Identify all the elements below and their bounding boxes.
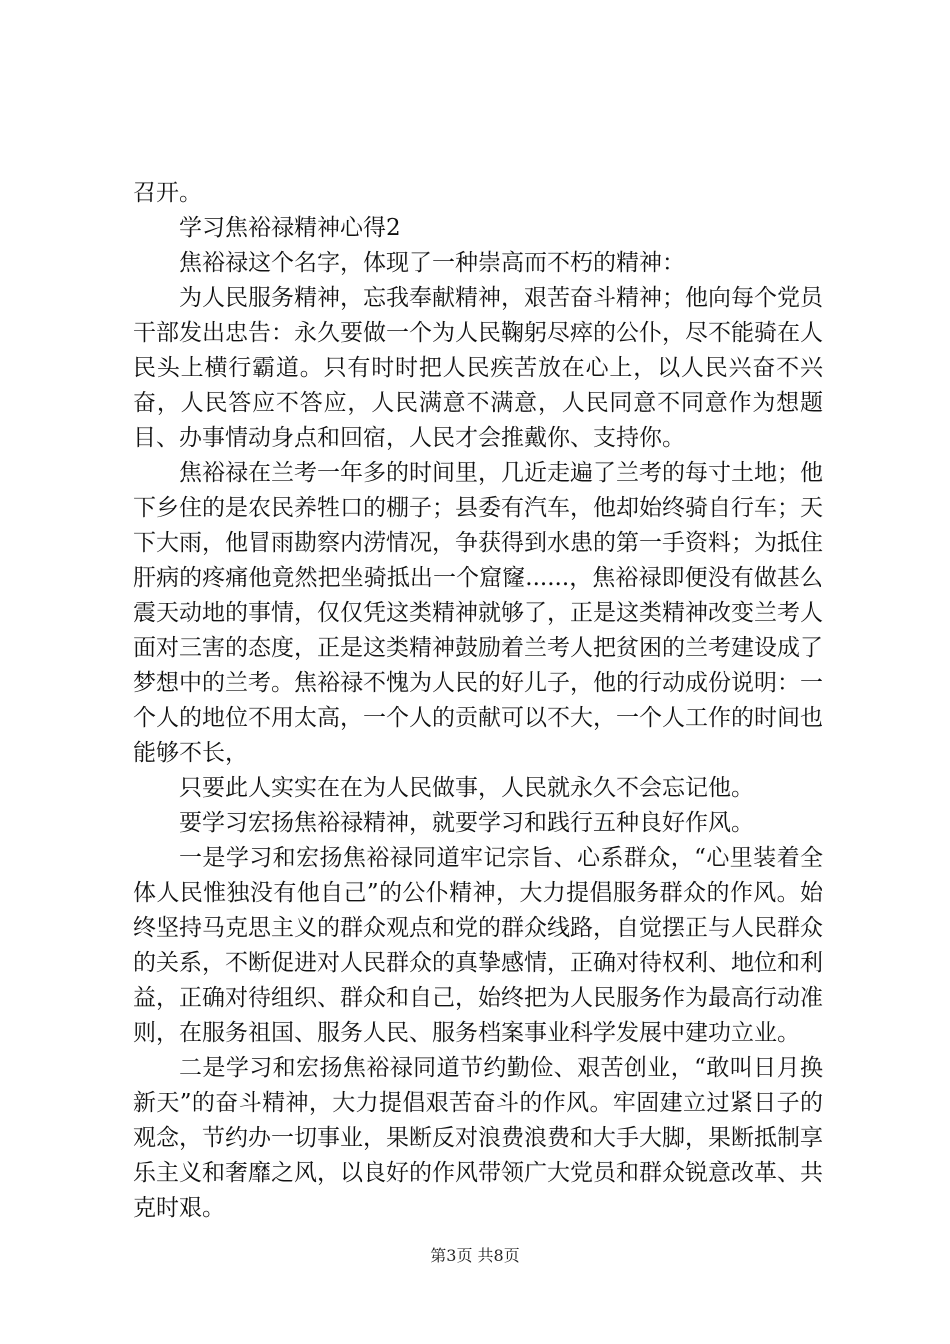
paragraph: 为人民服务精神，忘我奉献精神，艰苦奋斗精神；他向每个党员干部发出忠告：永久要做一个为人民鞠躬尽瘁的公仆，尽不能骑在人民头上横行霸道。只有时时把人民疾苦放在心上，以人民兴奋不兴奋，人民答应不答应，人民满意不满意，人民同意不同意作为想题目、办事情动身点和回宿，人民才会推戴你、支持你。 bbox=[133, 285, 823, 451]
paragraph: 二是学习和宏扬焦裕禄同道节约勤俭、艰苦创业，“敢叫日月换新天”的奋斗精神，大力提倡艰苦奋斗的作风。牢固建立过紧日子的观念，节约办一切事业，果断反对浪费浪费和大手大脚，果断抵制享乐主义和奢靡之风，以良好的作风带领广大党员和群众锐意改革、共克时艰。 bbox=[133, 1055, 823, 1221]
paragraph: 焦裕禄这个名字，体现了一种崇高而不朽的精神： bbox=[179, 250, 685, 276]
section-heading: 学习焦裕禄精神心得2 bbox=[179, 215, 401, 241]
paragraph-continuation: 召开。 bbox=[133, 180, 202, 206]
page-footer: 第3页 共8页 bbox=[430, 1246, 520, 1265]
paragraph: 焦裕禄在兰考一年多的时间里，几近走遍了兰考的每寸土地；他下乡住的是农民养牲口的棚子；县委有汽车，他却始终骑自行车；天下大雨，他冒雨勘察内涝情况，争获得到水患的第一手资料；为抵住肝病的疼痛他竟然把坐骑抵出一个窟窿......，焦裕禄即便没有做甚么震天动地的事情，仅仅凭这类精神就够了，正是这类精神改变兰考人面对三害的态度，正是这类精神鼓励着兰考人把贫困的兰考建设成了梦想中的兰考。焦裕禄不愧为人民的好儿子，他的行动成份说明：一个人的地位不用太高，一个人的贡献可以不大，一个人工作的时间也能够不长， bbox=[133, 460, 823, 766]
paragraph: 一是学习和宏扬焦裕禄同道牢记宗旨、心系群众，“心里装着全体人民惟独没有他自己”的公仆精神，大力提倡服务群众的作风。始终坚持马克思主义的群众观点和党的群众线路，自觉摆正与人民群众的关系，不断促进对人民群众的真挚感情，正确对待权利、地位和利益，正确对待组织、群众和自己，始终把为人民服务作为最高行动准则，在服务祖国、服务人民、服务档案事业科学发展中建功立业。 bbox=[133, 845, 823, 1046]
document-body bbox=[133, 176, 823, 1226]
paragraph: 只要此人实实在在为人民做事，人民就永久不会忘记他。 bbox=[179, 775, 754, 801]
paragraph: 要学习宏扬焦裕禄精神，就要学习和践行五种良好作风。 bbox=[179, 810, 754, 836]
